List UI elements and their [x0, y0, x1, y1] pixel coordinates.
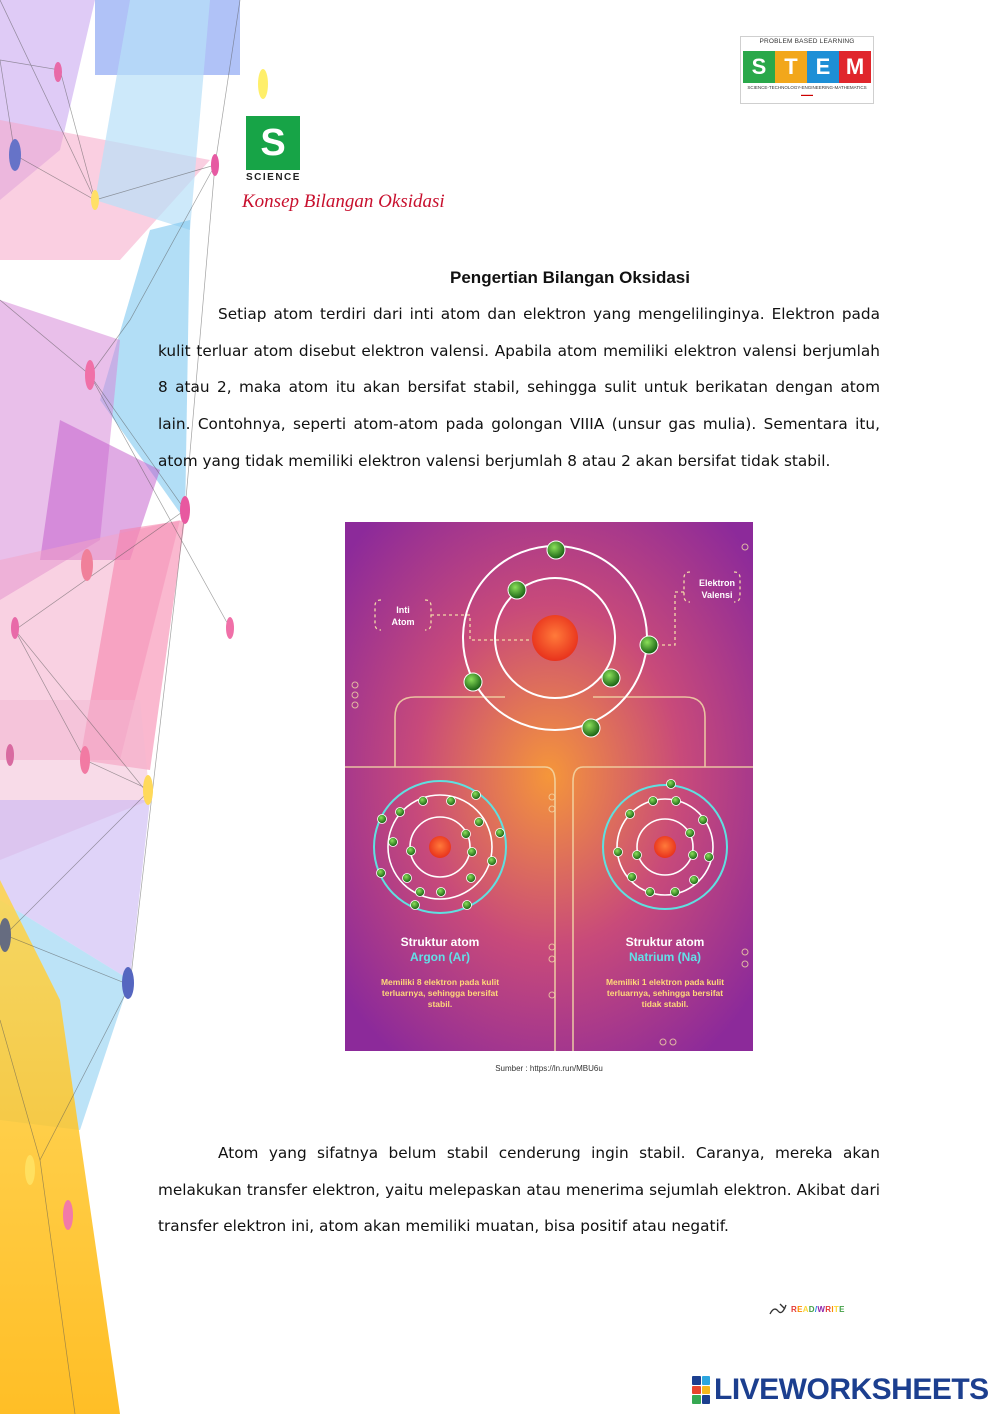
section-title: Pengertian Bilangan Oksidasi	[450, 268, 690, 287]
label-elektron: Elektron	[698, 578, 736, 588]
argon-name: Argon (Ar)	[410, 950, 470, 964]
label-inti: Inti	[396, 605, 410, 615]
readwrite-mark	[768, 1302, 845, 1316]
stem-letter-t: T	[775, 51, 807, 83]
natrium-title: Struktur atom	[625, 935, 705, 949]
liveworksheets-grid-icon	[692, 1376, 710, 1404]
science-badge: S	[246, 116, 300, 170]
argon-desc-3: stabil.	[427, 999, 453, 1009]
stem-logo-top-text: PROBLEM BASED LEARNING	[759, 38, 855, 45]
atom-structure-figure	[345, 522, 753, 1051]
science-label: SCIENCE	[246, 172, 301, 183]
natrium-desc-2: terluarnya, sehingga bersifat	[606, 988, 724, 998]
stem-logo-bottom-text: SCIENCE-TECHNOLOGY-ENGINEERING-MATHEMATICS	[747, 85, 867, 90]
natrium-desc-1: Memiliki 1 elektron pada kulit	[605, 977, 725, 987]
topic-title: Konsep Bilangan Oksidasi	[242, 191, 445, 212]
paragraph-intro: Setiap atom terdiri dari inti atom dan elektron yang mengelilinginya. Elektron pada kulit terluar atom disebut elektron valensi. Apabila atom memiliki elektron valensi berjumlah 8 atau 2, maka atom itu akan bersifat stabil, sehingga sulit untuk berikatan dengan atom lain. Contohnya, seperti atom-atom pada golongan VIIIA (unsur gas mulia). Sementara itu, atom yang tidak memiliki elektron valensi berjumlah 8 atau 2 akan bersifat tidak stabil.	[158, 305, 880, 470]
natrium-desc-3: tidak stabil.	[641, 999, 689, 1009]
label-atom: Atom	[391, 617, 415, 627]
liveworksheets-brand: LIVEWORKSHEETS	[714, 1373, 989, 1406]
stem-letter-e: E	[807, 51, 839, 83]
liveworksheets-logo	[692, 1373, 989, 1407]
stem-letter-m: M	[839, 51, 871, 83]
stem-letter-s: S	[743, 51, 775, 83]
argon-desc-1: Memiliki 8 elektron pada kulit	[380, 977, 500, 987]
readwrite-text: READ/WRITE	[791, 1304, 845, 1314]
argon-desc-2: terluarnya, sehingga bersifat	[381, 988, 499, 998]
natrium-name: Natrium (Na)	[628, 950, 702, 964]
figure-source: Sumber : https://ln.run/MBU6u	[495, 1064, 603, 1073]
paragraph-transfer: Atom yang sifatnya belum stabil cenderung ingin stabil. Caranya, mereka akan melakukan transfer elektron, yaitu melepaskan atau menerima sejumlah elektron. Akibat dari transfer elektron ini, atom akan memiliki muatan, bisa positif atau negatif.	[158, 1144, 880, 1236]
label-valensi: Valensi	[701, 590, 733, 600]
stem-logo	[740, 36, 874, 104]
pen-icon	[768, 1302, 788, 1316]
argon-title: Struktur atom	[400, 935, 480, 949]
stem-logo-letters	[743, 51, 871, 83]
stem-logo-sub-mark: ▬▬▬	[801, 92, 813, 97]
